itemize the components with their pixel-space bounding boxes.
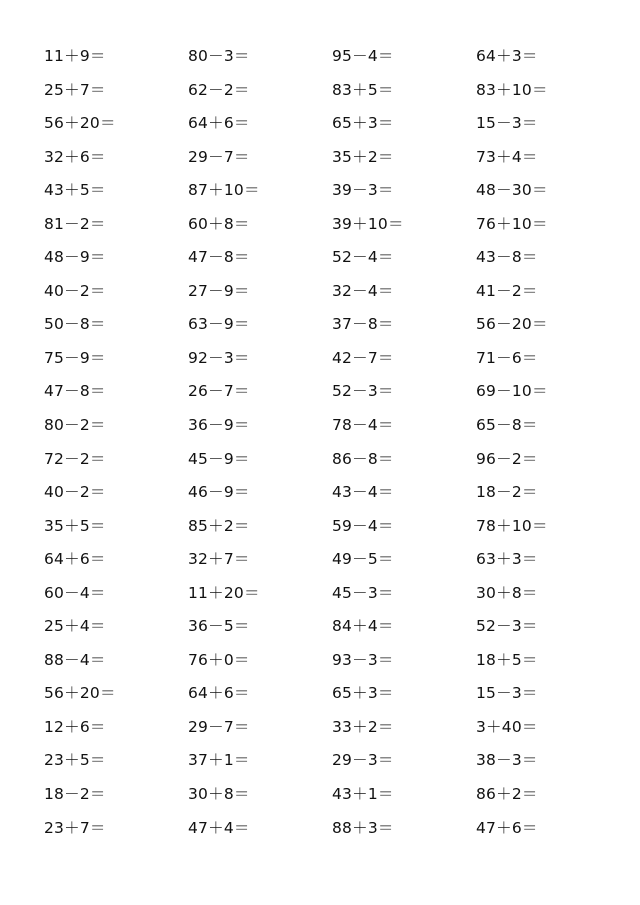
arithmetic-problem: 47＋6＝	[476, 818, 538, 837]
arithmetic-problem: 23＋7＝	[44, 818, 106, 837]
arithmetic-problem: 37－8＝	[332, 315, 394, 334]
arithmetic-problem: 18－2＝	[44, 785, 106, 804]
arithmetic-problem: 78－4＝	[332, 416, 394, 435]
arithmetic-problem: 78＋10＝	[476, 516, 548, 535]
arithmetic-problem: 95－4＝	[332, 47, 394, 65]
arithmetic-problem: 65＋3＝	[332, 114, 394, 133]
arithmetic-problem: 85＋2＝	[188, 516, 250, 535]
arithmetic-problem: 75－9＝	[44, 348, 106, 367]
arithmetic-problem: 86－8＝	[332, 449, 394, 468]
arithmetic-problem: 86＋2＝	[476, 785, 538, 804]
arithmetic-problem: 56－20＝	[476, 315, 548, 334]
arithmetic-problem: 15－3＝	[476, 114, 538, 133]
arithmetic-problem: 42－7＝	[332, 348, 394, 367]
arithmetic-problem: 29－7＝	[188, 717, 250, 736]
arithmetic-problem: 25＋7＝	[44, 80, 106, 99]
arithmetic-problem: 52－4＝	[332, 248, 394, 267]
arithmetic-problem: 45－9＝	[188, 449, 250, 468]
arithmetic-problem: 63－9＝	[188, 315, 250, 334]
arithmetic-problem: 76＋10＝	[476, 214, 548, 233]
arithmetic-problem: 52－3＝	[476, 617, 538, 636]
arithmetic-problem: 93－3＝	[332, 650, 394, 669]
arithmetic-problem: 47－8＝	[44, 382, 106, 401]
arithmetic-problem: 72－2＝	[44, 449, 106, 468]
arithmetic-problem: 73＋4＝	[476, 147, 538, 166]
arithmetic-problem: 80－3＝	[188, 47, 250, 65]
arithmetic-problem: 36－9＝	[188, 416, 250, 435]
arithmetic-problem: 32＋7＝	[188, 550, 250, 569]
arithmetic-problem: 18－2＝	[476, 483, 538, 502]
arithmetic-problem: 76＋0＝	[188, 650, 250, 669]
arithmetic-problem: 64＋6＝	[188, 684, 250, 703]
arithmetic-problem: 39＋10＝	[332, 214, 404, 233]
arithmetic-problem: 26－7＝	[188, 382, 250, 401]
arithmetic-problem: 48－9＝	[44, 248, 106, 267]
arithmetic-problem: 64＋6＝	[188, 114, 250, 133]
arithmetic-problem: 32－4＝	[332, 281, 394, 300]
arithmetic-problem: 38－3＝	[476, 751, 538, 770]
arithmetic-problem: 96－2＝	[476, 449, 538, 468]
arithmetic-problem: 39－3＝	[332, 181, 394, 200]
arithmetic-problem: 18＋5＝	[476, 650, 538, 669]
arithmetic-problem: 47－8＝	[188, 248, 250, 267]
arithmetic-problem: 41－2＝	[476, 281, 538, 300]
arithmetic-problem: 35＋5＝	[44, 516, 106, 535]
arithmetic-problem: 43＋5＝	[44, 181, 106, 200]
arithmetic-problem: 62－2＝	[188, 80, 250, 99]
arithmetic-problem: 43＋1＝	[332, 785, 394, 804]
arithmetic-problem: 87＋10＝	[188, 181, 260, 200]
arithmetic-problem: 32＋6＝	[44, 147, 106, 166]
arithmetic-problem: 40－2＝	[44, 483, 106, 502]
arithmetic-problem: 60＋8＝	[188, 214, 250, 233]
arithmetic-problem: 36－5＝	[188, 617, 250, 636]
arithmetic-problem: 64＋3＝	[476, 47, 538, 65]
arithmetic-problem: 43－8＝	[476, 248, 538, 267]
arithmetic-problem: 88－4＝	[44, 650, 106, 669]
arithmetic-problem: 81－2＝	[44, 214, 106, 233]
arithmetic-problem: 45－3＝	[332, 583, 394, 602]
problem-grid	[44, 43, 620, 848]
arithmetic-problem: 49－5＝	[332, 550, 394, 569]
arithmetic-problem: 88＋3＝	[332, 818, 394, 837]
arithmetic-problem: 3＋40＝	[476, 717, 538, 736]
arithmetic-problem: 84＋4＝	[332, 617, 394, 636]
arithmetic-problem: 83＋5＝	[332, 80, 394, 99]
arithmetic-problem: 43－4＝	[332, 483, 394, 502]
arithmetic-problem: 30＋8＝	[188, 785, 250, 804]
arithmetic-problem: 69－10＝	[476, 382, 548, 401]
arithmetic-problem: 56＋20＝	[44, 684, 116, 703]
arithmetic-problem: 29－3＝	[332, 751, 394, 770]
arithmetic-problem: 11＋9＝	[44, 47, 106, 65]
arithmetic-problem: 64＋6＝	[44, 550, 106, 569]
arithmetic-problem: 80－2＝	[44, 416, 106, 435]
arithmetic-problem: 92－3＝	[188, 348, 250, 367]
arithmetic-problem: 65＋3＝	[332, 684, 394, 703]
arithmetic-problem: 60－4＝	[44, 583, 106, 602]
arithmetic-problem: 65－8＝	[476, 416, 538, 435]
arithmetic-problem: 33＋2＝	[332, 717, 394, 736]
arithmetic-problem: 71－6＝	[476, 348, 538, 367]
arithmetic-problem: 50－8＝	[44, 315, 106, 334]
arithmetic-problem: 23＋5＝	[44, 751, 106, 770]
arithmetic-problem: 59－4＝	[332, 516, 394, 535]
arithmetic-problem: 46－9＝	[188, 483, 250, 502]
arithmetic-problem: 29－7＝	[188, 147, 250, 166]
arithmetic-problem: 30＋8＝	[476, 583, 538, 602]
arithmetic-problem: 37＋1＝	[188, 751, 250, 770]
arithmetic-problem: 56＋20＝	[44, 114, 116, 133]
arithmetic-problem: 48－30＝	[476, 181, 548, 200]
arithmetic-problem: 35＋2＝	[332, 147, 394, 166]
arithmetic-problem: 25＋4＝	[44, 617, 106, 636]
arithmetic-problem: 52－3＝	[332, 382, 394, 401]
arithmetic-problem: 27－9＝	[188, 281, 250, 300]
arithmetic-problem: 15－3＝	[476, 684, 538, 703]
arithmetic-problem: 63＋3＝	[476, 550, 538, 569]
arithmetic-problem: 83＋10＝	[476, 80, 548, 99]
arithmetic-problem: 47＋4＝	[188, 818, 250, 837]
arithmetic-problem: 12＋6＝	[44, 717, 106, 736]
arithmetic-problem: 11＋20＝	[188, 583, 260, 602]
arithmetic-problem: 40－2＝	[44, 281, 106, 300]
